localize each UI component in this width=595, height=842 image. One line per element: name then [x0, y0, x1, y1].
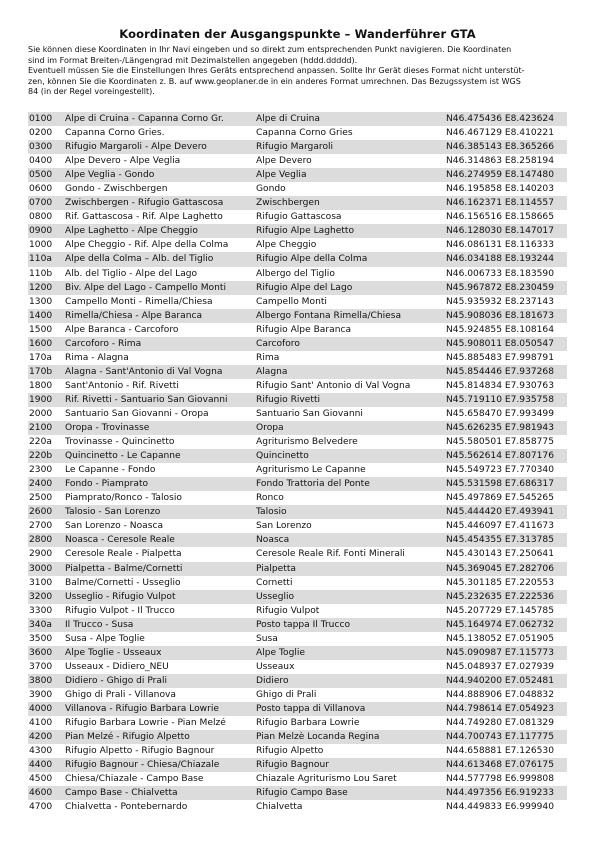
start-point: Santuario San Giovanni	[256, 408, 363, 419]
stage-code: 3000	[29, 563, 53, 574]
table-row	[28, 281, 567, 295]
stage-code: 3800	[29, 675, 53, 686]
route-name: Alpe Laghetto - Alpe Cheggio	[65, 226, 198, 237]
route-name: Alb. del Tiglio - Alpe del Lago	[65, 268, 198, 279]
start-point: Alpe Toglie	[256, 647, 305, 658]
route-name: Balme/Cornetti - Usseglio	[65, 577, 181, 588]
start-point: Rifugio Bagnour	[256, 760, 329, 771]
table-row	[28, 449, 567, 463]
coordinates: N45.369045 E7.282706	[446, 563, 555, 574]
stage-code: 2700	[29, 521, 53, 532]
route-name: Talosio - San Lorenzo	[65, 507, 161, 518]
start-point: Rifugio Alpe Baranca	[256, 324, 352, 335]
start-point: Pian Melzè Locanda Regina	[256, 732, 380, 743]
route-name: Trovinasse - Quincinetto	[65, 437, 175, 448]
coordinates: N46.385143 E8.365266	[446, 142, 555, 153]
start-point: Gondo	[256, 184, 286, 195]
stage-code: 1900	[29, 394, 53, 405]
route-name: Ceresole Reale - Pialpetta	[65, 549, 182, 560]
coordinates: N45.138052 E7.051905	[446, 633, 555, 644]
route-name: Santuario San Giovanni - Oropa	[65, 408, 209, 419]
start-point: Rima	[256, 352, 280, 363]
table-row	[28, 800, 567, 814]
start-point: Ceresole Reale Rif. Fonti Minerali	[256, 549, 405, 560]
route-name: Susa - Alpe Toglie	[65, 633, 145, 644]
coordinates: N45.430143 E7.250641	[446, 549, 555, 560]
route-name: Capanna Corno Gries.	[65, 128, 165, 139]
stage-code: 1000	[29, 240, 53, 251]
start-point: Posto tappa di Villanova	[256, 703, 366, 714]
table-row	[28, 547, 567, 561]
stage-code: 2800	[29, 535, 53, 546]
route-name: Rifugio Margaroli - Alpe Devero	[65, 142, 207, 153]
start-point: Alpe Cheggio	[256, 240, 317, 251]
coordinates: N46.274959 E8.147480	[446, 170, 555, 181]
start-point: Alpe di Cruina	[256, 114, 320, 124]
stage-code: 0200	[29, 128, 53, 139]
stage-code: 170a	[29, 352, 52, 363]
route-name: Alpe Baranca - Carcoforo	[65, 324, 179, 335]
coordinates: N46.195858 E8.140203	[446, 184, 555, 195]
coordinates: N45.908011 E8.050547	[446, 338, 555, 349]
coordinates: N45.207729 E7.145785	[446, 605, 555, 616]
stage-code: 2500	[29, 493, 53, 504]
stage-code: 0400	[29, 156, 53, 167]
table-row	[28, 716, 567, 730]
route-name: Carcoforo - Rima	[65, 338, 142, 349]
coordinates: N45.164974 E7.062732	[446, 619, 555, 630]
table-row	[28, 491, 567, 505]
coordinates: N45.935932 E8.237143	[446, 296, 555, 307]
table-row	[28, 519, 567, 533]
coordinates: N44.700743 E7.117775	[446, 732, 555, 743]
coordinates: N46.314863 E8.258194	[446, 156, 555, 167]
coordinates: N45.908036 E8.181673	[446, 310, 555, 321]
stage-code: 1600	[29, 338, 53, 349]
table-row	[28, 295, 567, 309]
start-point: Chialvetta	[256, 802, 303, 813]
start-point: Zwischbergen	[256, 198, 320, 209]
page-title: Koordinaten der Ausgangspunkte – Wanderführer GTA	[119, 27, 476, 41]
route-name: Alpe Cheggio - Rif. Alpe della Colma	[65, 240, 229, 251]
stage-code: 1800	[29, 380, 53, 391]
start-point: Alagna	[256, 366, 288, 377]
table-row	[28, 618, 567, 632]
table-row	[28, 196, 567, 210]
start-point: Oropa	[256, 423, 284, 434]
coordinates: N45.924855 E8.108164	[446, 324, 555, 335]
table-row	[28, 182, 567, 196]
stage-code: 4100	[29, 718, 53, 729]
stage-code: 110a	[29, 254, 52, 265]
stage-code: 3200	[29, 591, 53, 602]
table-row	[28, 772, 567, 786]
table-row	[28, 786, 567, 800]
table-row	[28, 758, 567, 772]
route-name: Usseglio - Rifugio Vulpot	[65, 591, 176, 602]
coordinates: N46.128030 E8.147017	[446, 226, 555, 237]
stage-code: 0600	[29, 184, 53, 195]
table-row	[28, 112, 567, 126]
stage-code: 2400	[29, 479, 53, 490]
coordinates: N45.626235 E7.981943	[446, 423, 555, 434]
route-name: Campo Base - Chialvetta	[65, 788, 178, 799]
stage-code: 2300	[29, 465, 53, 476]
start-point: Alpe Devero	[256, 156, 312, 167]
coordinates: N44.497356 E6.919233	[446, 788, 555, 799]
coordinates-table	[28, 112, 567, 814]
table-row	[28, 126, 567, 140]
start-point: Ronco	[256, 493, 284, 504]
table-row	[28, 267, 567, 281]
route-name: Pian Melzé - Rifugio Alpetto	[65, 732, 190, 743]
coordinates: N44.888906 E7.048832	[446, 689, 555, 700]
stage-code: 1200	[29, 282, 53, 293]
start-point: Rifugio Vulpot	[256, 605, 320, 616]
stage-code: 1400	[29, 310, 53, 321]
intro-paragraph: Sie können diese Koordinaten in Ihr Navi eingeben und so direkt zum entsprechenden Punkt navigieren. Die Koordinaten sind im Format Breiten-/Längengrad mit Dezimalstellen angegeben (hddd.ddddd).	[28, 45, 512, 65]
start-point: Rifugio Alpe del Lago	[256, 282, 353, 293]
coordinates: N45.719110 E7.935758	[446, 394, 555, 405]
route-name: Zwischbergen - Rifugio Gattascosa	[65, 198, 224, 209]
stage-code: 3900	[29, 689, 53, 700]
stage-code: 2000	[29, 408, 53, 419]
route-name: Sant'Antonio - Rif. Rivetti	[65, 380, 179, 391]
coordinates: N44.658881 E7.126530	[446, 746, 555, 757]
table-row	[28, 646, 567, 660]
coordinates: N44.577798 E6.999808	[446, 774, 555, 785]
route-name: Campello Monti - Rimella/Chiesa	[65, 296, 213, 307]
coordinates: N45.454355 E7.313785	[446, 535, 555, 546]
start-point: Rifugio Barbara Lowrie	[256, 718, 360, 729]
route-name: Il Trucco - Susa	[65, 619, 134, 630]
stage-code: 2100	[29, 423, 53, 434]
coordinates: N45.232635 E7.222536	[446, 591, 555, 602]
start-point: Quincinetto	[256, 451, 309, 462]
stage-code: 1300	[29, 296, 53, 307]
table-row	[28, 210, 567, 224]
coordinates: N46.086131 E8.116333	[446, 240, 555, 251]
route-name: Ghigo di Prali - Villanova	[65, 689, 176, 700]
table-row	[28, 252, 567, 266]
route-name: Usseaux - Didiero_NEU	[65, 661, 169, 672]
intro-text	[28, 45, 570, 98]
stage-code: 3300	[29, 605, 53, 616]
route-name: Rimella/Chiesa - Alpe Baranca	[65, 310, 203, 321]
table-row	[28, 674, 567, 688]
stage-code: 340a	[29, 619, 52, 630]
coordinates: N45.090987 E7.115773	[446, 647, 555, 658]
route-name: Biv. Alpe del Lago - Campello Monti	[65, 282, 226, 293]
route-name: Villanova - Rifugio Barbara Lowrie	[65, 703, 219, 714]
stage-code: 170b	[29, 366, 53, 377]
route-name: Alpe Toglie - Usseaux	[65, 647, 162, 658]
coordinates: N44.940200 E7.052481	[446, 675, 555, 686]
route-name: Fondo - Piamprato	[65, 479, 149, 490]
route-name: Alpe della Colma – Alb. del Tiglio	[65, 254, 214, 265]
stage-code: 110b	[29, 268, 53, 279]
start-point: Fondo Trattoria del Ponte	[256, 479, 370, 490]
coordinates: N45.967872 E8.230459	[446, 282, 555, 293]
start-point: Rifugio Gattascosa	[256, 212, 342, 223]
route-name: Pialpetta - Balme/Cornetti	[65, 563, 183, 574]
coordinates: N46.156516 E8.158665	[446, 212, 555, 223]
start-point: Rifugio Alpetto	[256, 746, 324, 757]
stage-code: 0300	[29, 142, 53, 153]
route-name: Alpe Devero - Alpe Veglia	[65, 156, 181, 167]
coordinates: N45.531598 E7.686317	[446, 479, 555, 490]
stage-code: 4200	[29, 732, 53, 743]
table-row	[28, 688, 567, 702]
start-point: Rifugio Sant' Antonio di Val Vogna	[256, 380, 411, 391]
start-point: Chiazale Agriturismo Lou Saret	[256, 774, 397, 785]
stage-code: 0500	[29, 170, 53, 181]
table-row	[28, 505, 567, 519]
route-name: Piamprato/Ronco - Talosio	[65, 493, 182, 504]
coordinates: N45.854446 E7.937268	[446, 366, 555, 377]
start-point: Ghigo di Prali	[256, 689, 317, 700]
table-row	[28, 140, 567, 154]
route-name: Quincinetto - Le Capanne	[65, 451, 181, 462]
route-name: Rifugio Bagnour - Chiesa/Chiazale	[65, 760, 220, 771]
route-name: Noasca - Ceresole Reale	[65, 535, 175, 546]
start-point: San Lorenzo	[256, 521, 312, 532]
stage-code: 4300	[29, 746, 53, 757]
coordinates: N45.446097 E7.411673	[446, 521, 555, 532]
start-point: Usseaux	[256, 661, 295, 672]
table-row	[28, 702, 567, 716]
stage-code: 4400	[29, 760, 53, 771]
start-point: Carcoforo	[256, 338, 300, 349]
route-name: Rifugio Barbara Lowrie - Pian Melzé	[65, 718, 226, 729]
coordinates: N45.301185 E7.220553	[446, 577, 555, 588]
table-row	[28, 533, 567, 547]
stage-code: 3100	[29, 577, 53, 588]
stage-code: 1500	[29, 324, 53, 335]
table-row	[28, 154, 567, 168]
start-point: Didiero	[256, 675, 289, 686]
route-name: Chiesa/Chiazale - Campo Base	[65, 774, 204, 785]
start-point: Rifugio Campo Base	[256, 788, 348, 799]
table-row	[28, 407, 567, 421]
route-name: Gondo - Zwischbergen	[65, 184, 168, 195]
coordinates: N45.444420 E7.493941	[446, 507, 555, 518]
route-name: Rif. Rivetti - Santuario San Giovanni	[65, 394, 228, 405]
coordinates: N45.497869 E7.545265	[446, 493, 555, 504]
coordinates: N45.885483 E7.998791	[446, 352, 555, 363]
stage-code: 4000	[29, 703, 53, 714]
table-row	[28, 435, 567, 449]
start-point: Agriturismo Le Capanne	[256, 465, 366, 476]
start-point: Agriturismo Belvedere	[256, 437, 358, 448]
table-row	[28, 365, 567, 379]
table-row	[28, 309, 567, 323]
start-point: Rifugio Margaroli	[256, 142, 334, 153]
table-row	[28, 660, 567, 674]
coordinates: N44.798614 E7.054923	[446, 703, 555, 714]
coordinates: N46.162371 E8.114557	[446, 198, 555, 209]
route-name: Oropa - Trovinasse	[65, 423, 150, 434]
stage-code: 4500	[29, 774, 53, 785]
start-point: Rifugio Alpe Laghetto	[256, 226, 355, 237]
stage-code: 3700	[29, 661, 53, 672]
start-point: Noasca	[256, 535, 290, 546]
coordinates: N44.613468 E7.076175	[446, 760, 555, 771]
table-row	[28, 238, 567, 252]
stage-code: 0100	[29, 114, 53, 124]
route-name: Rima - Alagna	[65, 352, 129, 363]
stage-code: 3500	[29, 633, 53, 644]
stage-code: 3600	[29, 647, 53, 658]
table-row	[28, 477, 567, 491]
start-point: Pialpetta	[256, 563, 296, 574]
table-row	[28, 379, 567, 393]
coordinates: N45.580501 E7.858775	[446, 437, 555, 448]
table-row	[28, 730, 567, 744]
route-name: Didiero - Ghigo di Prali	[65, 675, 168, 686]
route-name: Chialvetta - Pontebernardo	[65, 802, 188, 813]
route-name: Rif. Gattascosa - Rif. Alpe Laghetto	[65, 212, 223, 223]
start-point: Talosio	[256, 507, 287, 518]
route-name: Alpe Veglia - Gondo	[65, 170, 155, 181]
coordinates: N45.048937 E7.027939	[446, 661, 555, 672]
stage-code: 4700	[29, 802, 53, 813]
table-row	[28, 604, 567, 618]
route-name: Rifugio Vulpot - Il Trucco	[65, 605, 175, 616]
table-row	[28, 224, 567, 238]
stage-code: 0800	[29, 212, 53, 223]
start-point: Alpe Veglia	[256, 170, 307, 181]
route-name: Le Capanne - Fondo	[65, 465, 156, 476]
start-point: Rifugio Rivetti	[256, 394, 321, 405]
stage-code: 220a	[29, 437, 52, 448]
stage-code: 0900	[29, 226, 53, 237]
coordinates: N45.562614 E7.807176	[446, 451, 555, 462]
stage-code: 2600	[29, 507, 53, 518]
stage-code: 220b	[29, 451, 53, 462]
table-row	[28, 393, 567, 407]
table-row	[28, 323, 567, 337]
coordinates: N44.749280 E7.081329	[446, 718, 555, 729]
start-point: Albergo Fontana Rimella/Chiesa	[256, 310, 402, 321]
coordinates: N44.449833 E6.999940	[446, 802, 555, 813]
table-row	[28, 744, 567, 758]
table-row	[28, 168, 567, 182]
start-point: Albergo del Tiglio	[256, 268, 335, 279]
table-row	[28, 463, 567, 477]
start-point: Susa	[256, 633, 278, 644]
coordinates: N45.814834 E7.930763	[446, 380, 555, 391]
table-row	[28, 421, 567, 435]
start-point: Posto tappa Il Trucco	[256, 619, 351, 630]
coordinates: N46.034188 E8.193244	[446, 254, 555, 265]
route-name: San Lorenzo - Noasca	[65, 521, 164, 532]
table-row	[28, 632, 567, 646]
intro-paragraph: Eventuell müssen Sie die Einstellungen Ihres Geräts entsprechend anpassen. Sollte Ihr Gerät dieses Format nicht unterstüt- zen, können Sie die Koordinaten z. B. auf www.geoplaner.de in ein anderes Format umrechnen. Das Bezugssystem ist WGS 84 (in der Regel voreingestellt).	[28, 66, 525, 97]
start-point: Rifugio Alpe della Colma	[256, 254, 368, 265]
table-row	[28, 562, 567, 576]
route-name: Rifugio Alpetto - Rifugio Bagnour	[65, 746, 215, 757]
table-row	[28, 576, 567, 590]
route-name: Alpe di Cruina - Capanna Corno Gr.	[65, 114, 224, 124]
stage-code: 4600	[29, 788, 53, 799]
start-point: Usseglio	[256, 591, 295, 602]
coordinates: N46.467129 E8.410221	[446, 128, 555, 139]
start-point: Campello Monti	[256, 296, 327, 307]
table-row	[28, 590, 567, 604]
coordinates: N46.475436 E8.423624	[446, 114, 555, 124]
stage-code: 2900	[29, 549, 53, 560]
route-name: Alagna - Sant'Antonio di Val Vogna	[65, 366, 223, 377]
coordinates: N45.549723 E7.770340	[446, 465, 555, 476]
coordinates: N45.658470 E7.993499	[446, 408, 555, 419]
table-row	[28, 337, 567, 351]
coordinates: N46.006733 E8.183590	[446, 268, 555, 279]
table-row	[28, 351, 567, 365]
stage-code: 0700	[29, 198, 53, 209]
start-point: Cornetti	[256, 577, 293, 588]
start-point: Capanna Corno Gries	[256, 128, 353, 139]
